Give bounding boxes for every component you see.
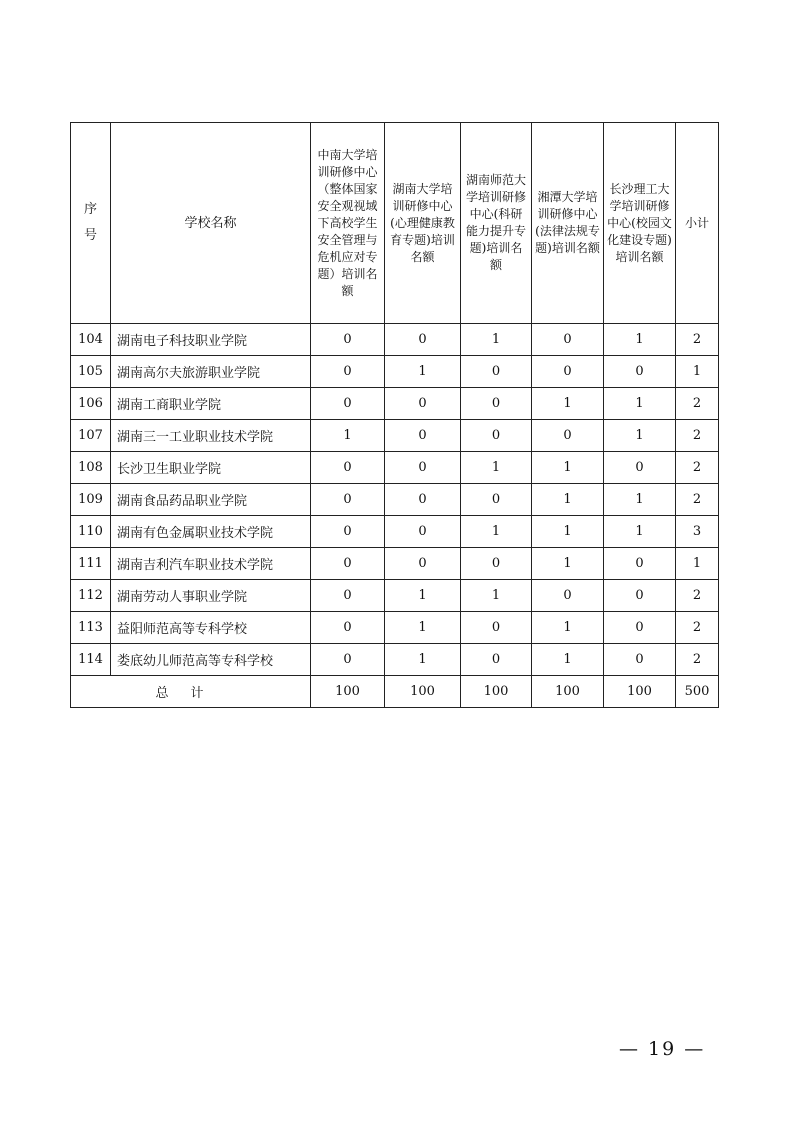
row-quota-value: 1 <box>604 324 676 356</box>
row-school-name: 湖南电子科技职业学院 <box>111 324 311 356</box>
table-row <box>71 484 719 516</box>
row-quota-value: 0 <box>604 356 676 388</box>
row-school-name: 湖南三一工业职业技术学院 <box>111 420 311 452</box>
row-quota-value: 1 <box>461 452 532 484</box>
row-quota-value: 1 <box>604 388 676 420</box>
row-quota-value: 0 <box>461 484 532 516</box>
row-quota-value: 1 <box>461 580 532 612</box>
row-quota-value: 0 <box>532 580 604 612</box>
row-subtotal: 2 <box>676 452 719 484</box>
row-index: 109 <box>71 484 111 516</box>
row-quota-value: 0 <box>461 388 532 420</box>
total-label: 总计 <box>71 676 311 708</box>
row-quota-value: 0 <box>311 388 385 420</box>
row-index: 111 <box>71 548 111 580</box>
row-index: 114 <box>71 644 111 676</box>
table-row <box>71 580 719 612</box>
page-number: — 19 — <box>619 1038 706 1060</box>
row-quota-value: 0 <box>461 548 532 580</box>
row-subtotal: 3 <box>676 516 719 548</box>
row-subtotal: 2 <box>676 612 719 644</box>
row-quota-value: 0 <box>385 484 461 516</box>
row-quota-value: 1 <box>532 548 604 580</box>
row-quota-value: 0 <box>385 452 461 484</box>
row-quota-value: 0 <box>311 484 385 516</box>
row-quota-value: 1 <box>604 420 676 452</box>
row-quota-value: 0 <box>604 452 676 484</box>
row-quota-value: 1 <box>532 644 604 676</box>
row-quota-value: 1 <box>604 484 676 516</box>
row-quota-value: 1 <box>532 516 604 548</box>
table-row <box>71 452 719 484</box>
quota-table <box>70 122 719 708</box>
total-value: 100 <box>461 676 532 708</box>
row-quota-value: 0 <box>532 420 604 452</box>
row-quota-value: 0 <box>311 452 385 484</box>
row-quota-value: 0 <box>461 356 532 388</box>
row-quota-value: 1 <box>604 516 676 548</box>
row-index: 113 <box>71 612 111 644</box>
row-subtotal: 1 <box>676 356 719 388</box>
row-quota-value: 0 <box>461 612 532 644</box>
row-quota-value: 0 <box>604 548 676 580</box>
table-row <box>71 516 719 548</box>
total-row <box>71 676 719 708</box>
row-quota-value: 0 <box>385 420 461 452</box>
row-subtotal: 2 <box>676 388 719 420</box>
row-quota-value: 0 <box>311 580 385 612</box>
row-quota-value: 0 <box>311 644 385 676</box>
row-quota-value: 1 <box>461 516 532 548</box>
row-index: 104 <box>71 324 111 356</box>
header-center-4: 湘潭大学培训研修中心(法律法规专题)培训名额 <box>532 123 604 324</box>
header-row <box>71 123 719 324</box>
row-quota-value: 0 <box>604 612 676 644</box>
table-row <box>71 324 719 356</box>
row-school-name: 益阳师范高等专科学校 <box>111 612 311 644</box>
row-school-name: 湖南食品药品职业学院 <box>111 484 311 516</box>
row-quota-value: 0 <box>532 324 604 356</box>
row-quota-value: 1 <box>385 580 461 612</box>
row-school-name: 湖南劳动人事职业学院 <box>111 580 311 612</box>
row-quota-value: 0 <box>461 420 532 452</box>
row-subtotal: 1 <box>676 548 719 580</box>
row-school-name: 湖南有色金属职业技术学院 <box>111 516 311 548</box>
header-index: 序号 <box>71 123 111 324</box>
header-center-3: 湖南师范大学培训研修中心(科研能力提升专题)培训名额 <box>461 123 532 324</box>
table-row <box>71 548 719 580</box>
row-quota-value: 0 <box>604 644 676 676</box>
row-quota-value: 1 <box>532 388 604 420</box>
row-index: 110 <box>71 516 111 548</box>
row-quota-value: 0 <box>385 516 461 548</box>
table-row <box>71 356 719 388</box>
row-quota-value: 1 <box>311 420 385 452</box>
row-quota-value: 0 <box>311 356 385 388</box>
row-quota-value: 1 <box>385 644 461 676</box>
row-quota-value: 1 <box>532 612 604 644</box>
row-school-name: 湖南吉利汽车职业技术学院 <box>111 548 311 580</box>
row-school-name: 长沙卫生职业学院 <box>111 452 311 484</box>
row-quota-value: 1 <box>532 452 604 484</box>
table-row <box>71 644 719 676</box>
row-quota-value: 0 <box>311 548 385 580</box>
row-quota-value: 0 <box>311 612 385 644</box>
row-subtotal: 2 <box>676 420 719 452</box>
row-index: 112 <box>71 580 111 612</box>
row-index: 107 <box>71 420 111 452</box>
row-index: 106 <box>71 388 111 420</box>
total-value: 100 <box>311 676 385 708</box>
total-value: 100 <box>604 676 676 708</box>
row-quota-value: 0 <box>385 548 461 580</box>
row-quota-value: 0 <box>461 644 532 676</box>
row-quota-value: 0 <box>311 516 385 548</box>
row-index: 108 <box>71 452 111 484</box>
row-quota-value: 0 <box>311 324 385 356</box>
table-row <box>71 420 719 452</box>
table-row <box>71 612 719 644</box>
row-index: 105 <box>71 356 111 388</box>
row-quota-value: 1 <box>385 612 461 644</box>
header-subtotal: 小计 <box>676 123 719 324</box>
row-quota-value: 0 <box>385 388 461 420</box>
row-quota-value: 1 <box>532 484 604 516</box>
row-quota-value: 1 <box>385 356 461 388</box>
total-value: 100 <box>532 676 604 708</box>
row-subtotal: 2 <box>676 580 719 612</box>
row-quota-value: 0 <box>385 324 461 356</box>
row-subtotal: 2 <box>676 324 719 356</box>
total-value: 100 <box>385 676 461 708</box>
header-center-5: 长沙理工大学培训研修中心(校园文化建设专题)培训名额 <box>604 123 676 324</box>
row-subtotal: 2 <box>676 484 719 516</box>
row-school-name: 湖南高尔夫旅游职业学院 <box>111 356 311 388</box>
row-school-name: 湖南工商职业学院 <box>111 388 311 420</box>
row-quota-value: 1 <box>461 324 532 356</box>
row-quota-value: 0 <box>604 580 676 612</box>
total-subtotal: 500 <box>676 676 719 708</box>
row-subtotal: 2 <box>676 644 719 676</box>
table-row <box>71 388 719 420</box>
header-center-1: 中南大学培训研修中心（整体国家安全观视域下高校学生安全管理与危机应对专题）培训名额 <box>311 123 385 324</box>
header-school: 学校名称 <box>111 123 311 324</box>
row-quota-value: 0 <box>532 356 604 388</box>
row-school-name: 娄底幼儿师范高等专科学校 <box>111 644 311 676</box>
header-center-2: 湖南大学培训研修中心(心理健康教育专题)培训名额 <box>385 123 461 324</box>
